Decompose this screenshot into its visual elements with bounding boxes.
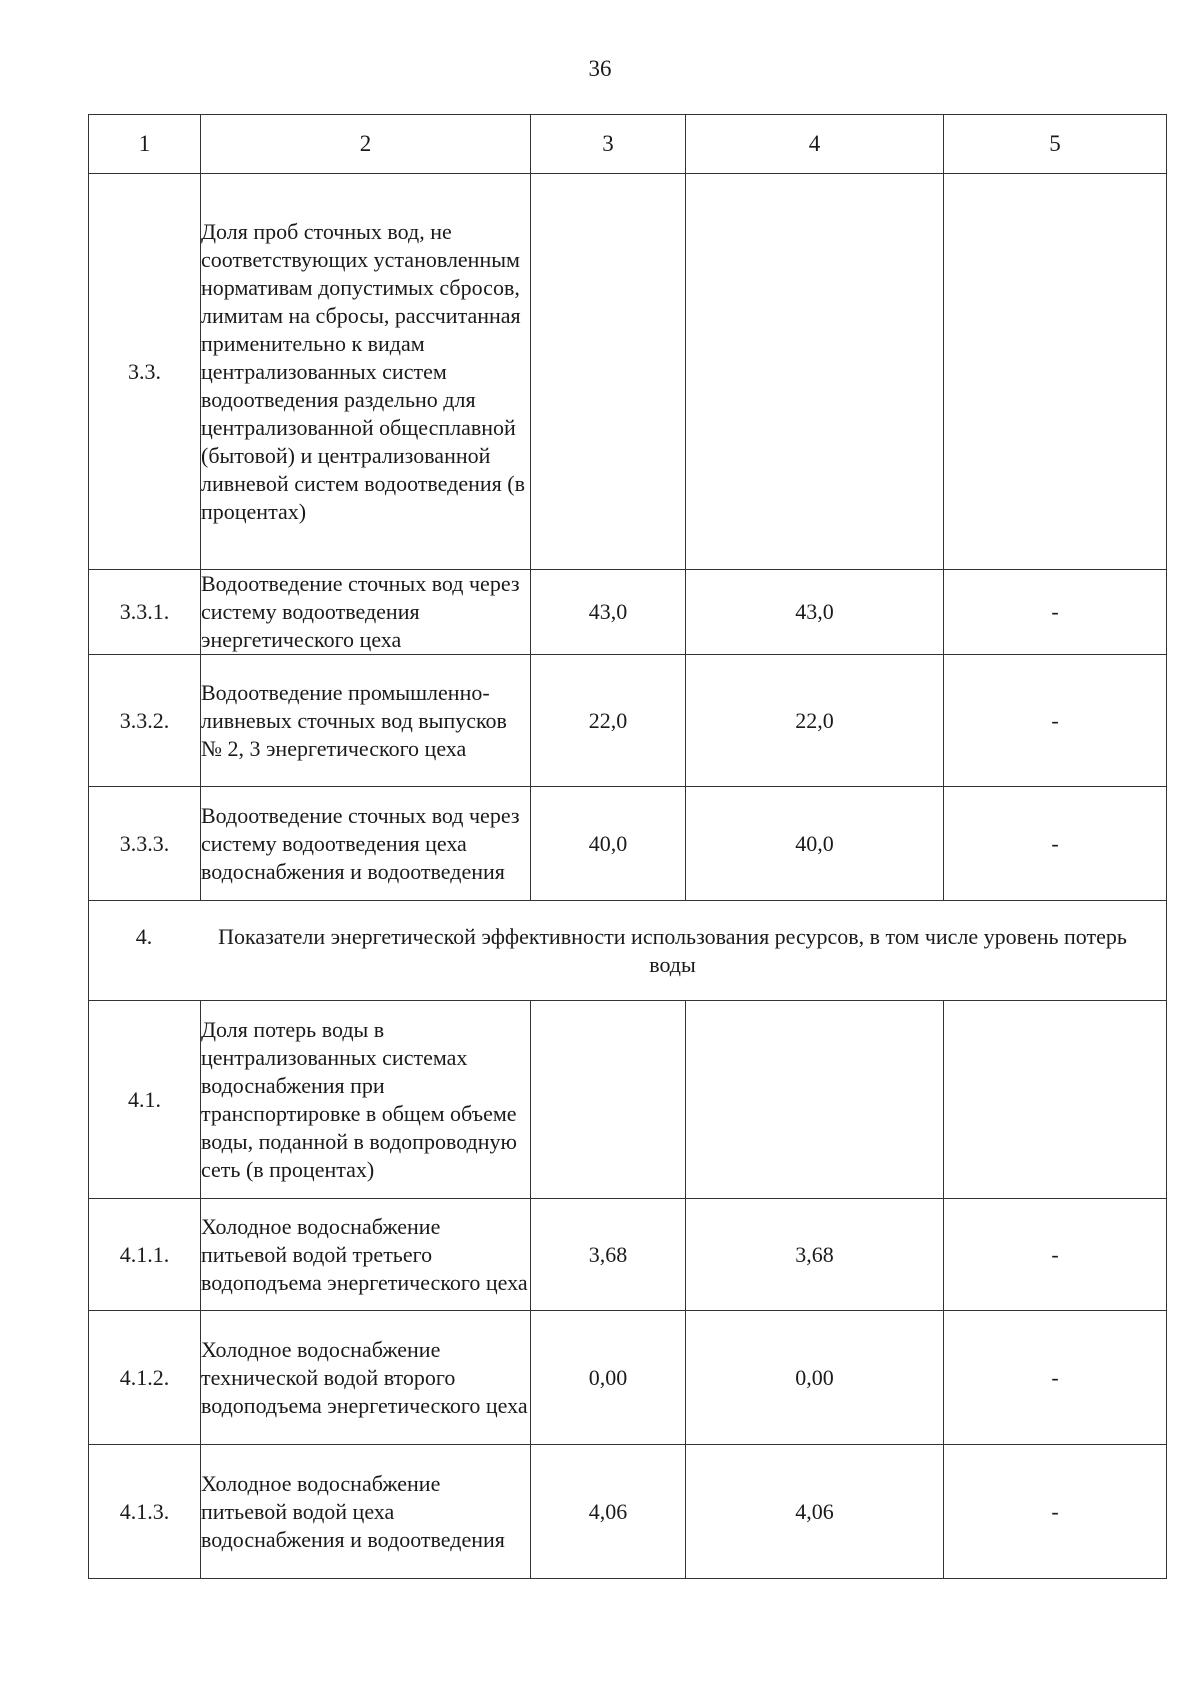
row-number: 4.1.1. bbox=[89, 1199, 201, 1311]
row-value-col3: 22,0 bbox=[531, 655, 686, 787]
row-number: 4.1.3. bbox=[89, 1445, 201, 1579]
row-value-col3 bbox=[531, 1001, 686, 1199]
indicators-table bbox=[88, 114, 1167, 1579]
header-col-5: 5 bbox=[944, 115, 1167, 174]
table-row bbox=[89, 1001, 1167, 1199]
row-description: Холодное водоснабжение питьевой водой цеха водоснабжения и водоотведения bbox=[201, 1445, 531, 1579]
row-value-col5: - bbox=[944, 655, 1167, 787]
row-number: 3.3.2. bbox=[89, 655, 201, 787]
table-row bbox=[89, 1311, 1167, 1445]
row-value-col5: - bbox=[944, 1199, 1167, 1311]
header-col-4: 4 bbox=[686, 115, 944, 174]
table-row bbox=[89, 1199, 1167, 1311]
page-number: 36 bbox=[588, 56, 612, 81]
table-row bbox=[89, 570, 1167, 655]
row-value-col3: 4,06 bbox=[531, 1445, 686, 1579]
table-row bbox=[89, 787, 1167, 901]
header-col-1: 1 bbox=[89, 115, 201, 174]
row-number: 3.3.3. bbox=[89, 787, 201, 901]
row-value-col5 bbox=[944, 1001, 1167, 1199]
row-description: Водоотведение сточных вод через систему водоотведения цеха водоснабжения и водоотведения bbox=[201, 787, 531, 901]
row-value-col4: 22,0 bbox=[686, 655, 944, 787]
table-row bbox=[89, 655, 1167, 787]
row-description: Холодное водоснабжение технической водой второго водоподъема энергетического цеха bbox=[201, 1311, 531, 1445]
row-value-col4: 0,00 bbox=[686, 1311, 944, 1445]
header-col-3: 3 bbox=[531, 115, 686, 174]
row-description: Холодное водоснабжение питьевой водой третьего водоподъема энергетического цеха bbox=[201, 1199, 531, 1311]
row-value-col5: - bbox=[944, 1445, 1167, 1579]
section-row bbox=[89, 901, 1167, 1001]
table-row bbox=[89, 1445, 1167, 1579]
row-value-col5 bbox=[944, 174, 1167, 570]
row-description: Доля проб сточных вод, не соответствующих установленным нормативам допустимых сбросов, лимитам на сбросы, рассчитанная применительно к видам централизованных систем водоотведения раздельно для централизованной общесплавной (бытовой) и централизованной ливневой систем водоотведения (в процентах) bbox=[201, 174, 531, 570]
row-value-col4 bbox=[686, 174, 944, 570]
row-value-col5: - bbox=[944, 787, 1167, 901]
row-description: Водоотведение сточных вод через систему водоотведения энергетического цеха bbox=[201, 570, 531, 655]
row-value-col4: 4,06 bbox=[686, 1445, 944, 1579]
row-value-col4: 43,0 bbox=[686, 570, 944, 655]
section-number: 4. bbox=[135, 923, 153, 949]
row-value-col5: - bbox=[944, 570, 1167, 655]
row-number: 4.1. bbox=[89, 1001, 201, 1199]
section-title: Показатели энергетической эффективности использования ресурсов, в том числе уровень потерь воды bbox=[218, 923, 1127, 977]
row-value-col3 bbox=[531, 174, 686, 570]
row-description: Водоотведение промышленно-ливневых сточных вод выпусков № 2, 3 энергетического цеха bbox=[201, 655, 531, 787]
row-value-col3: 40,0 bbox=[531, 787, 686, 901]
header-col-2: 2 bbox=[201, 115, 531, 174]
row-value-col4: 3,68 bbox=[686, 1199, 944, 1311]
row-description: Доля потерь воды в централизованных системах водоснабжения при транспортировке в общем объеме воды, поданной в водопроводную сеть (в процентах) bbox=[201, 1001, 531, 1199]
table-header-row bbox=[89, 115, 1167, 174]
table-row bbox=[89, 174, 1167, 570]
row-number: 4.1.2. bbox=[89, 1311, 201, 1445]
row-value-col4 bbox=[686, 1001, 944, 1199]
row-number: 3.3.1. bbox=[89, 570, 201, 655]
row-value-col3: 0,00 bbox=[531, 1311, 686, 1445]
row-value-col5: - bbox=[944, 1311, 1167, 1445]
section-heading bbox=[89, 901, 1167, 1001]
row-value-col3: 3,68 bbox=[531, 1199, 686, 1311]
row-number: 3.3. bbox=[89, 174, 201, 570]
row-value-col4: 40,0 bbox=[686, 787, 944, 901]
row-value-col3: 43,0 bbox=[531, 570, 686, 655]
